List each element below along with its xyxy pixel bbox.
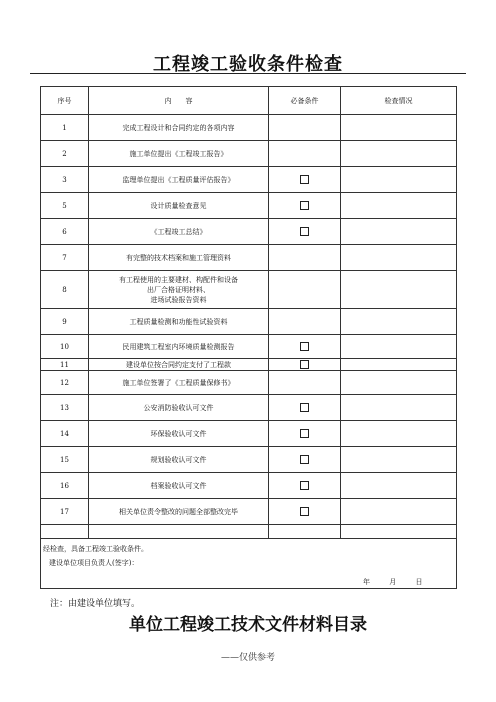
header-status: 检查情况 [341,87,457,115]
checkbox-icon[interactable] [300,429,309,438]
table-row [41,193,457,219]
table-row [41,499,457,525]
row-content-line: 建设单位按合同约定支付了工程款 [126,360,231,369]
checkbox-icon[interactable] [300,360,309,369]
row-number: 13 [41,395,89,421]
required-cell [269,245,341,271]
table-row [41,141,457,167]
row-content [89,193,269,219]
required-cell [269,309,341,335]
table-row [41,473,457,499]
required-cell [269,499,341,525]
row-content-line: 相关单位责令整改的问题全部整改完毕 [119,507,238,516]
row-content [89,395,269,421]
status-cell [341,141,457,167]
section-title: 单位工程竣工技术文件材料目录 [129,615,367,635]
status-cell [341,167,457,193]
table-row [41,371,457,395]
row-content [89,167,269,193]
status-cell [341,421,457,447]
title-underline [30,73,466,74]
status-cell [341,219,457,245]
row-number: 12 [41,371,89,395]
row-content [89,473,269,499]
acceptance-check-table [40,86,457,589]
required-cell [269,447,341,473]
table-row [41,219,457,245]
header-required: 必备条件 [269,87,341,115]
row-content [89,309,269,335]
table-row [41,335,457,359]
row-content-line: 规划验收认可文件 [150,455,207,464]
required-cell [269,421,341,447]
status-cell [341,271,457,309]
row-content [89,371,269,395]
row-number: 8 [41,271,89,309]
footer-cell [41,539,457,589]
table-row [41,309,457,335]
checkbox-icon[interactable] [300,455,309,464]
row-number: 7 [41,245,89,271]
required-cell [269,473,341,499]
required-cell [269,395,341,421]
row-number: 16 [41,473,89,499]
row-content-line: 有工程使用的主要建材、构配件和设备 [119,275,238,284]
row-number: 10 [41,335,89,359]
row-content-line: 设计质量检查意见 [150,201,207,210]
row-number: 1 [41,115,89,141]
row-number: 3 [41,167,89,193]
row-number: 2 [41,141,89,167]
row-content-line: 施工单位签署了《工程质量保修书》 [122,378,235,387]
checkbox-icon[interactable] [300,175,309,184]
header-no: 序号 [41,87,89,115]
row-number: 5 [41,193,89,219]
status-cell [341,473,457,499]
required-cell [269,167,341,193]
checkbox-icon[interactable] [300,403,309,412]
status-cell [341,115,457,141]
status-cell [341,371,457,395]
checkbox-icon[interactable] [300,227,309,236]
row-number: 15 [41,447,89,473]
row-content [89,359,269,371]
row-content-line: 有完整的技术档案和施工管理资料 [126,253,231,262]
row-content-line: 监理单位提出《工程质量评估报告》 [122,175,235,184]
footer-signature-label: 建设单位项目负责人(签字)： [49,559,139,567]
section-subtitle: ——仅供参考 [220,653,275,663]
page-title: 工程竣工验收条件检查 [153,54,343,75]
row-number: 17 [41,499,89,525]
row-content-line: 施工单位提出《工程竣工报告》 [129,149,228,158]
row-content [89,421,269,447]
row-content [89,271,269,309]
row-content-line: 工程质量检测和功能性试验资料 [129,317,228,326]
checkbox-icon[interactable] [300,201,309,210]
status-cell [341,395,457,421]
row-content [89,141,269,167]
row-content [89,499,269,525]
row-content-line: 完成工程设计和合同约定的各项内容 [122,123,235,132]
required-cell [269,141,341,167]
table-row [41,421,457,447]
required-cell [269,219,341,245]
row-content [89,447,269,473]
table-row [41,447,457,473]
footer-row [41,539,457,589]
status-cell [341,499,457,525]
table-row [41,359,457,371]
header-content: 内 容 [89,87,269,115]
status-cell [341,245,457,271]
row-number: 9 [41,309,89,335]
row-number: 6 [41,219,89,245]
row-content-line: 环保验收认可文件 [150,429,207,438]
row-content [89,219,269,245]
status-cell [341,309,457,335]
row-content-line: 《工程竣工总结》 [150,227,207,236]
table-row [41,245,457,271]
table-row [41,271,457,309]
row-content [89,245,269,271]
table-row [41,115,457,141]
table-row [41,167,457,193]
required-cell [269,371,341,395]
required-cell [269,359,341,371]
blank-row [41,525,457,539]
footer-conclusion: 经检查，具备工程竣工验收条件。 [43,545,148,553]
row-content-line: 公安消防验收认可文件 [143,403,214,412]
row-content-line: 进场试验报告资料 [150,295,207,304]
row-number: 14 [41,421,89,447]
required-cell [269,193,341,219]
required-cell [269,335,341,359]
row-content-line: 出厂合格证明材料、 [147,285,210,294]
table-row [41,395,457,421]
status-cell [341,193,457,219]
status-cell [341,447,457,473]
status-cell [341,359,457,371]
footer-date: 年 月 日 [363,578,423,586]
required-cell [269,115,341,141]
checkbox-icon[interactable] [300,507,309,516]
table-header-row [41,87,457,115]
required-cell [269,271,341,309]
row-content-line: 民用建筑工程室内环境质量检测报告 [122,342,235,351]
checkbox-icon[interactable] [300,481,309,490]
status-cell [341,335,457,359]
row-number: 11 [41,359,89,371]
row-content-line: 档案验收认可文件 [150,481,207,490]
note: 注：由建设单位填写。 [50,599,141,609]
row-content [89,115,269,141]
row-content [89,335,269,359]
checkbox-icon[interactable] [300,342,309,351]
